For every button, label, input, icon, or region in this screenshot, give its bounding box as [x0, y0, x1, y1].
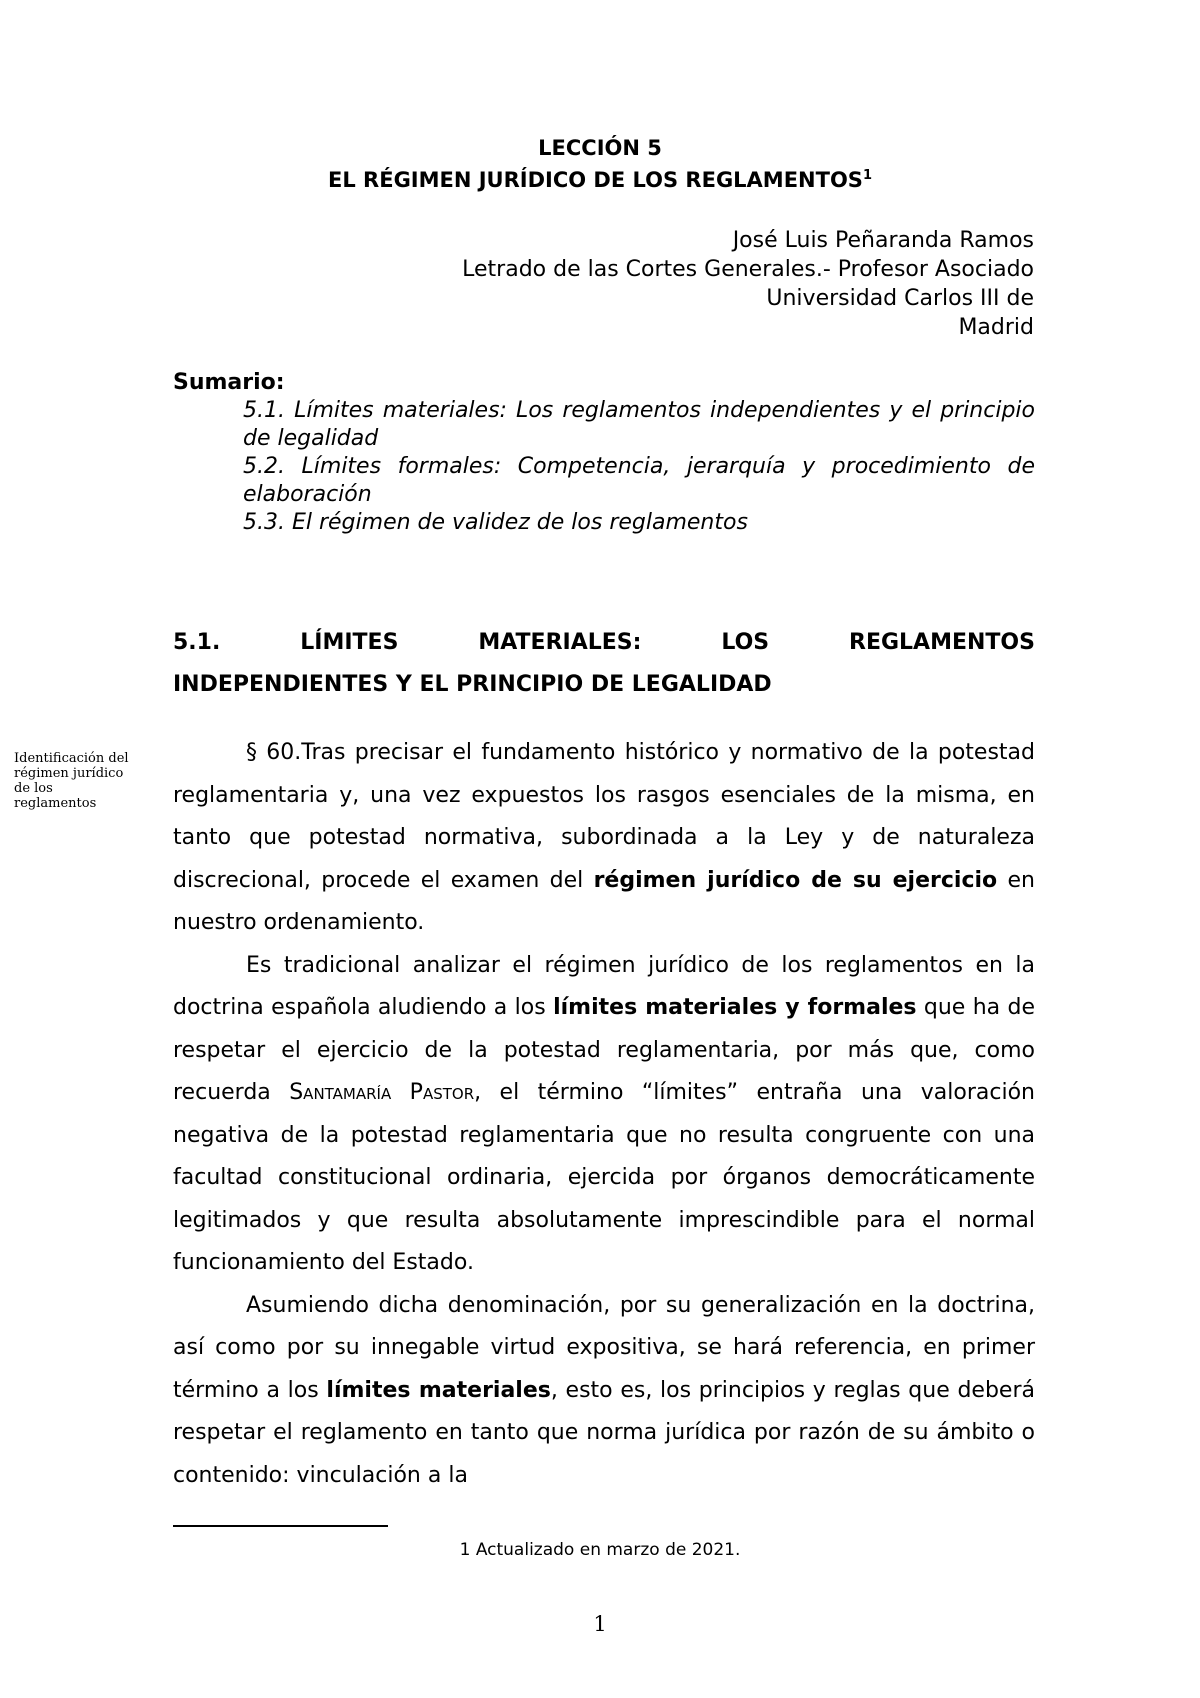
section-word: REGLAMENTOS: [849, 630, 1035, 655]
summary-label: Sumario:: [173, 370, 285, 395]
text-run: en nuestro ordenamiento.: [173, 867, 1035, 935]
bold-text: límites materiales y formales: [553, 995, 917, 1020]
paragraph-3: [173, 1285, 1035, 1498]
author-position: Letrado de las Cortes Generales.- Profesor Asociado: [462, 257, 1034, 282]
text-run: Es tradicional analizar el régimen jurídico de los reglamentos en la doctrina española aludiendo a los: [173, 952, 1035, 1020]
author-city: Madrid: [958, 315, 1034, 340]
paragraph-2: [173, 945, 1035, 1285]
section-word: LOS: [721, 630, 770, 655]
section-heading-line-1: [173, 622, 1035, 664]
section-number: 5.1.: [173, 630, 221, 655]
author-affiliation: Universidad Carlos III de: [766, 286, 1034, 311]
lesson-label: LECCIÓN 5: [538, 136, 662, 160]
footnote: 1 Actualizado en marzo de 2021.: [459, 1540, 741, 1560]
margin-note: Identificación del régimen jurídico de los reglamentos: [14, 751, 129, 811]
page-number: 1: [593, 1612, 607, 1636]
author-citation: Santamaría Pastor: [289, 1080, 475, 1105]
text-run: que ha de respetar el ejercicio de la potestad reglamentaria, por más que, como recuerda: [173, 995, 1035, 1105]
lesson-number: [0, 134, 1200, 163]
section-word: LÍMITES: [300, 630, 399, 655]
summary-item-3: 5.3. El régimen de validez de los reglamentos: [243, 510, 748, 535]
document-title: [0, 161, 1200, 195]
section-word: MATERIALES:: [478, 630, 642, 655]
body-text: [173, 732, 1035, 1497]
bold-text: límites materiales: [326, 1377, 551, 1403]
text-run: , esto es, los principios y reglas que deberá respetar el reglamento en tanto que norma jurídica por razón de su ámbito o contenido: vinculación a la: [173, 1377, 1035, 1488]
author-name: José Luis Peñaranda Ramos: [732, 228, 1034, 253]
paragraph-60: [173, 732, 1035, 945]
summary-list: [243, 397, 1035, 537]
footnote-separator: [173, 1525, 388, 1527]
summary-item-2: 5.2. Límites formales: Competencia, jerarquía y procedimiento de elaboración: [243, 454, 1035, 507]
text-run: § 60.Tras precisar el fundamento histórico y normativo de la potestad reglamentaria y, una vez expuestos los rasgos esenciales de la misma, en tanto que potestad normativa, subordinada a la Ley y de naturaleza discrecional, procede el examen del: [173, 740, 1035, 893]
section-heading-line-2: INDEPENDIENTES Y EL PRINCIPIO DE LEGALIDAD: [173, 672, 772, 697]
author-block: [334, 226, 1034, 342]
bold-text: régimen jurídico de su ejercicio: [593, 867, 998, 893]
text-run: , el término “límites” entraña una valoración negativa de la potestad reglamentaria que no resulta congruente con una facultad constitucional ordinaria, ejercida por órganos democráticamente legitimados y que resulta absolutamente imprescindible para el normal funcionamiento del Estado.: [173, 1080, 1035, 1275]
text-run: Asumiendo dicha denominación, por su generalización en la doctrina, así como por su innegable virtud expositiva, se hará referencia, en primer término a los: [173, 1292, 1035, 1403]
section-heading: [173, 622, 1035, 706]
summary-item-1: 5.1. Límites materiales: Los reglamentos independientes y el principio de legalidad: [243, 398, 1035, 451]
footnote-reference[interactable]: 1: [862, 168, 872, 183]
title-text: EL RÉGIMEN JURÍDICO DE LOS REGLAMENTOS: [328, 168, 863, 192]
